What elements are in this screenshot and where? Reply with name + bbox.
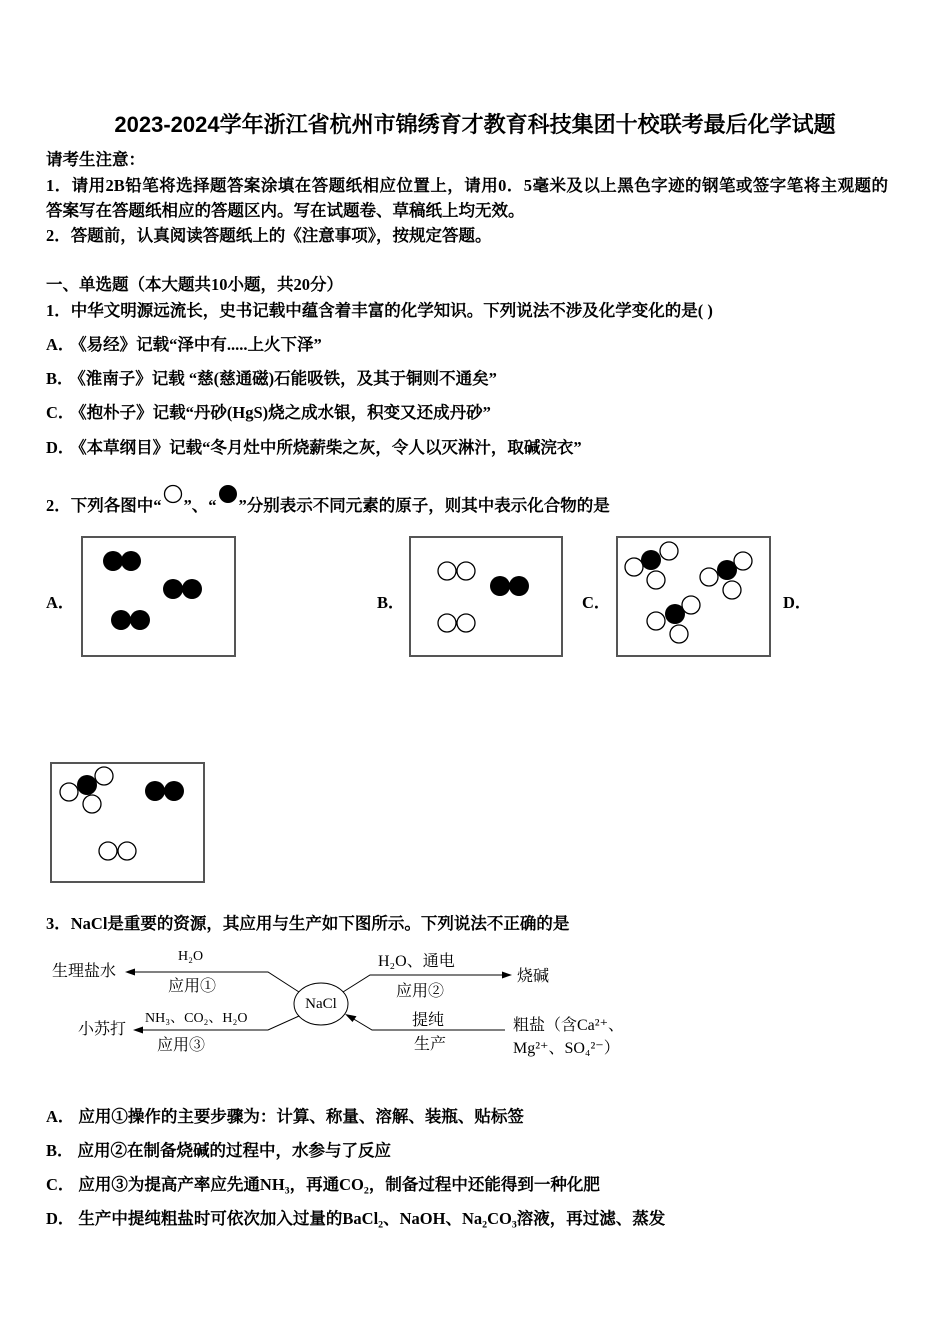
option-label: A． — [46, 335, 75, 354]
q1-option-b — [46, 369, 497, 389]
figure-box-c — [616, 536, 771, 657]
option-text: 应用②在制备烧碱的过程中，水参与了反应 — [77, 1141, 392, 1160]
q2-option-c-label: C． — [582, 593, 611, 612]
use1-label: 应用① — [168, 978, 217, 995]
white-atom — [457, 562, 475, 580]
black-atom — [164, 781, 184, 801]
nacl-label: NaCl — [305, 996, 337, 1012]
arrowhead-caustic-soda — [502, 972, 512, 979]
white-atom — [700, 568, 718, 586]
white-atom — [647, 571, 665, 589]
exam-title: 2023-2024学年浙江省杭州市锦绣育才教育科技集团十校联考最后化学试题 — [114, 112, 836, 137]
q2-stem — [46, 484, 610, 516]
use2-label: 应用② — [396, 983, 445, 1000]
q1-option-a — [46, 335, 322, 355]
produce-label: 生产 — [414, 1036, 447, 1053]
option-label: D． — [46, 1209, 75, 1228]
black-atom — [130, 610, 150, 630]
black-atom — [121, 551, 141, 571]
purify-label: 提纯 — [412, 1012, 445, 1029]
baking-reagent-label: NH₃、CO₂、H₂O — [145, 1011, 248, 1026]
q3-option-b — [46, 1141, 391, 1161]
saline-label: 生理盐水 — [52, 963, 117, 980]
white-atom — [660, 542, 678, 560]
option-label: D． — [46, 438, 75, 457]
option-text: 《抱朴子》记载“丹砂(HgS)烧之成水银，积变又还成丹砂” — [78, 403, 491, 422]
white-atom — [95, 767, 113, 785]
q2-option-d-label: D． — [783, 593, 812, 612]
white-atom — [682, 596, 700, 614]
baking-soda-label: 小苏打 — [78, 1021, 127, 1038]
black-atom — [717, 560, 737, 580]
section-heading: 一、单选题（本大题共10小题，共20分） — [46, 275, 343, 294]
q3-stem: 3．NaCl是重要的资源，其应用与生产如下图所示。下列说法不正确的是 — [46, 914, 570, 933]
white-atom — [647, 612, 665, 630]
option-label: B． — [46, 369, 74, 388]
nacl-flow-diagram — [0, 940, 650, 1065]
q1-option-c — [46, 403, 491, 423]
caustic-soda-label: 烧碱 — [517, 968, 550, 985]
option-text: 应用①操作的主要步骤为：计算、称量、溶解、装瓶、贴标签 — [78, 1107, 524, 1126]
stem-text: ”、“ — [183, 496, 217, 515]
option-label: C． — [46, 1175, 75, 1194]
notice-item-2: 2．答题前，认真阅读答题纸上的《注意事项》，按规定答题。 — [46, 226, 492, 245]
option-text: 生产中提纯粗盐时可依次加入过量的BaCl₂、NaOH、Na₂CO₃溶液，再过滤、蒸发 — [78, 1209, 666, 1228]
caustic-reagent-label: H₂O、通电 — [378, 953, 455, 970]
crude-salt-label-line-1: 粗盐（含Ca²⁺、 — [513, 1017, 625, 1034]
black-atom — [163, 579, 183, 599]
figure-frame — [410, 537, 562, 656]
white-atom — [118, 842, 136, 860]
white-atom — [83, 795, 101, 813]
white-atom — [438, 562, 456, 580]
arrowhead-crude-salt — [345, 1014, 357, 1022]
figure-box-a — [81, 536, 236, 657]
white-atom — [438, 614, 456, 632]
stem-text: ”分别表示不同元素的原子，则其中表示化合物的是 — [238, 496, 610, 515]
black-atom-icon — [218, 484, 238, 504]
figure-box-b — [409, 536, 563, 657]
option-text: 《本草纲目》记载“冬月灶中所烧薪柴之灰，令人以灭淋汁，取碱浣衣” — [78, 438, 582, 457]
white-atom — [670, 625, 688, 643]
option-label: B． — [46, 1141, 74, 1160]
black-atom — [145, 781, 165, 801]
arrowhead-saline — [125, 969, 135, 976]
option-label: C． — [46, 403, 75, 422]
q1-stem: 1．中华文明源远流长，史书记载中蕴含着丰富的化学知识。下列说法不涉及化学变化的是( ) — [46, 301, 713, 320]
option-text: 应用③为提高产率应先通NH₃，再通CO₂，制备过程中还能得到一种化肥 — [78, 1175, 600, 1194]
white-atom — [734, 552, 752, 570]
black-atom — [111, 610, 131, 630]
crude-salt-label-line-2: Mg²⁺、SO₄²⁻） — [513, 1040, 620, 1057]
q2-option-b-label: B． — [377, 593, 405, 612]
option-text: 《易经》记载“泽中有.....上火下泽” — [78, 335, 322, 354]
white-atom — [60, 783, 78, 801]
q3-option-a — [46, 1107, 524, 1127]
black-atom — [77, 775, 97, 795]
black-atom — [509, 576, 529, 596]
black-atom — [665, 604, 685, 624]
q1-option-d — [46, 438, 582, 458]
use3-label: 应用③ — [157, 1037, 206, 1054]
option-text: 《淮南子》记载 “慈(慈通磁)石能吸铁，及其于铜则不通矣” — [77, 369, 497, 388]
black-atom — [182, 579, 202, 599]
white-atom — [625, 558, 643, 576]
saline-reagent-label: H₂O — [178, 949, 204, 964]
white-atom — [457, 614, 475, 632]
white-atom — [723, 581, 741, 599]
white-atom — [99, 842, 117, 860]
notice-item-1-line-1: 1．请用2B铅笔将选择题答案涂填在答题纸相应位置上，请用0．5毫米及以上黑色字迹的钢笔或签字笔将主观题的 — [46, 176, 888, 195]
notice-item-1-line-2: 答案写在答题纸相应的答题区内。写在试题卷、草稿纸上均无效。 — [46, 201, 525, 220]
q2-option-a-label: A． — [46, 593, 75, 612]
white-atom-icon — [163, 484, 183, 504]
black-atom — [641, 550, 661, 570]
arrowhead-baking-soda — [133, 1027, 143, 1034]
figure-box-d — [50, 762, 205, 883]
q3-option-c — [46, 1175, 600, 1195]
q3-option-d — [46, 1209, 665, 1229]
figure-frame — [51, 763, 204, 882]
black-atom — [490, 576, 510, 596]
stem-text: 2．下列各图中“ — [46, 496, 162, 515]
notice-heading: 请考生注意： — [46, 150, 145, 169]
figure-frame — [82, 537, 235, 656]
black-atom — [103, 551, 123, 571]
option-label: A． — [46, 1107, 75, 1126]
